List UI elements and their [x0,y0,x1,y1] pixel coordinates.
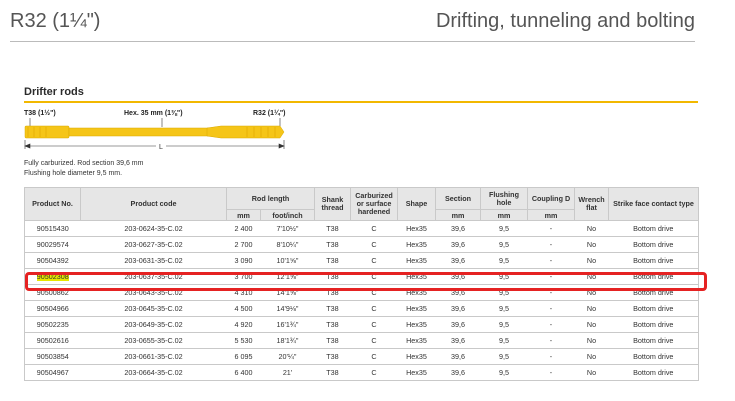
cell-strike-face: Bottom drive [609,317,699,333]
cell-shank-thread: T38 [315,237,351,253]
cell-wrench-flat: No [575,221,609,237]
highlighted-product-no: 90502308 [36,272,69,281]
cell-length-foot-inch: 20'¼" [261,349,315,365]
cell-flushing-hole: 9,5 [481,285,528,301]
cell-section: 39,6 [436,285,481,301]
cell-strike-face: Bottom drive [609,221,699,237]
cell-strike-face: Bottom drive [609,349,699,365]
table-row [25,253,699,269]
drifter-rod-diagram [22,118,292,154]
cell-product-no: 90504392 [25,253,81,269]
cell-product-code: 203-0637-35-C.02 [81,269,227,285]
cell-section: 39,6 [436,269,481,285]
cell-shank-thread: T38 [315,365,351,381]
cell-product-no: 90504967 [25,365,81,381]
cell-shape: Hex35 [398,333,436,349]
rod-body [25,126,284,138]
cell-shank-thread: T38 [315,285,351,301]
cell-coupling-d: - [528,269,575,285]
cell-length-mm: 4 500 [227,301,261,317]
cell-product-no: 90515430 [25,221,81,237]
cell-wrench-flat: No [575,365,609,381]
cell-coupling-d: - [528,253,575,269]
cell-wrench-flat: No [575,317,609,333]
table-row [25,317,699,333]
cell-length-mm: 4 920 [227,317,261,333]
col-header-shank-thread: Shank thread [315,188,351,221]
page-title-left: R32 (1¼") [10,10,101,32]
unit-header-mm: mm [227,210,261,221]
cell-shape: Hex35 [398,317,436,333]
cell-wrench-flat: No [575,333,609,349]
rod-leaders [30,118,280,127]
col-header-carburized: Carburized or surface hardened [351,188,398,221]
cell-length-mm: 2 700 [227,237,261,253]
cell-length-foot-inch: 7'10½" [261,221,315,237]
cell-length-mm: 3 700 [227,269,261,285]
unit-header-foot-inch: foot/inch [261,210,315,221]
cell-length-foot-inch: 8'10¼" [261,237,315,253]
cell-carburized: C [351,333,398,349]
cell-wrench-flat: No [575,269,609,285]
cell-flushing-hole: 9,5 [481,365,528,381]
cell-carburized: C [351,365,398,381]
cell-carburized: C [351,221,398,237]
cell-strike-face: Bottom drive [609,237,699,253]
rod-left-thread-label: T38 (1½") [24,110,56,117]
cell-length-mm: 2 400 [227,221,261,237]
cell-product-no: 90500862 [25,285,81,301]
unit-header-section-mm: mm [436,210,481,221]
cell-strike-face: Bottom drive [609,301,699,317]
cell-shape: Hex35 [398,269,436,285]
row-highlight-box [25,272,707,291]
cell-carburized: C [351,349,398,365]
table-row [25,221,699,237]
cell-product-code: 203-0631-35-C.02 [81,253,227,269]
cell-section: 39,6 [436,349,481,365]
table-row [25,365,699,381]
unit-header-coupling-mm: mm [528,210,575,221]
cell-section: 39,6 [436,301,481,317]
cell-length-foot-inch: 14'1⅝" [261,285,315,301]
cell-coupling-d: - [528,317,575,333]
cell-strike-face: Bottom drive [609,285,699,301]
cell-product-code: 203-0661-35-C.02 [81,349,227,365]
cell-strike-face: Bottom drive [609,333,699,349]
unit-header-flushing-mm: mm [481,210,528,221]
cell-shank-thread: T38 [315,253,351,269]
note-line-1: Fully carburized. Rod section 39,6 mm [24,160,144,167]
cell-wrench-flat: No [575,237,609,253]
cell-length-foot-inch: 18'1¾" [261,333,315,349]
table-row [25,301,699,317]
header-divider [10,41,695,42]
cell-flushing-hole: 9,5 [481,221,528,237]
cell-product-no: 90504966 [25,301,81,317]
col-header-product-code: Product code [81,188,227,221]
cell-coupling-d: - [528,221,575,237]
cell-shape: Hex35 [398,349,436,365]
cell-length-mm: 5 530 [227,333,261,349]
cell-product-no: 90502235 [25,317,81,333]
cell-product-no: 90503854 [25,349,81,365]
cell-flushing-hole: 9,5 [481,333,528,349]
cell-shank-thread: T38 [315,221,351,237]
cell-length-mm: 6 095 [227,349,261,365]
rod-right-thread-label: R32 (1¼") [253,110,286,117]
col-header-strike-face: Strike face contact type [609,188,699,221]
cell-wrench-flat: No [575,301,609,317]
cell-length-mm: 4 310 [227,285,261,301]
col-header-coupling-d: Coupling D [528,188,575,210]
cell-coupling-d: - [528,301,575,317]
cell-coupling-d: - [528,365,575,381]
cell-wrench-flat: No [575,253,609,269]
cell-length-mm: 6 400 [227,365,261,381]
section-divider [24,101,698,103]
cell-section: 39,6 [436,221,481,237]
rod-length-dimension [25,140,284,149]
cell-section: 39,6 [436,253,481,269]
cell-length-mm: 3 090 [227,253,261,269]
cell-strike-face: Bottom drive [609,253,699,269]
cell-product-code: 203-0643-35-C.02 [81,285,227,301]
cell-carburized: C [351,253,398,269]
cell-coupling-d: - [528,237,575,253]
col-header-shape: Shape [398,188,436,221]
cell-coupling-d: - [528,285,575,301]
cell-shape: Hex35 [398,221,436,237]
cell-shape: Hex35 [398,301,436,317]
cell-shank-thread: T38 [315,349,351,365]
cell-flushing-hole: 9,5 [481,253,528,269]
table-row [25,333,699,349]
cell-shank-thread: T38 [315,301,351,317]
cell-section: 39,6 [436,317,481,333]
cell-shape: Hex35 [398,237,436,253]
cell-product-no: 90502616 [25,333,81,349]
table-row [25,237,699,253]
cell-product-code: 203-0664-35-C.02 [81,365,227,381]
cell-coupling-d: - [528,333,575,349]
cell-carburized: C [351,317,398,333]
section-title: Drifter rods [24,86,84,98]
cell-product-code: 203-0649-35-C.02 [81,317,227,333]
cell-shank-thread: T38 [315,333,351,349]
cell-coupling-d: - [528,349,575,365]
cell-strike-face: Bottom drive [609,269,699,285]
table-row [25,349,699,365]
note-line-2: Flushing hole diameter 9,5 mm. [24,170,123,177]
cell-shape: Hex35 [398,365,436,381]
cell-product-code: 203-0627-35-C.02 [81,237,227,253]
cell-carburized: C [351,301,398,317]
page-title-right: Drifting, tunneling and bolting [435,10,695,32]
col-header-product-no: Product No. [25,188,81,221]
cell-section: 39,6 [436,333,481,349]
col-header-flushing-hole: Flushing hole [481,188,528,210]
cell-flushing-hole: 9,5 [481,237,528,253]
cell-carburized: C [351,285,398,301]
col-header-section: Section [436,188,481,210]
cell-flushing-hole: 9,5 [481,269,528,285]
cell-carburized: C [351,269,398,285]
cell-product-code: 203-0645-35-C.02 [81,301,227,317]
cell-length-foot-inch: 12'1⅝" [261,269,315,285]
cell-product-no: 90029574 [25,237,81,253]
cell-product-code: 203-0624-35-C.02 [81,221,227,237]
cell-section: 39,6 [436,365,481,381]
rod-hex-label: Hex. 35 mm (1⅜") [124,110,183,117]
cell-wrench-flat: No [575,285,609,301]
cell-flushing-hole: 9,5 [481,317,528,333]
col-header-wrench-flat: Wrench flat [575,188,609,221]
cell-section: 39,6 [436,237,481,253]
cell-carburized: C [351,237,398,253]
cell-flushing-hole: 9,5 [481,301,528,317]
col-header-rod-length: Rod length [227,188,315,210]
cell-length-foot-inch: 10'1⅝" [261,253,315,269]
cell-length-foot-inch: 14'9⅛" [261,301,315,317]
cell-product-code: 203-0655-35-C.02 [81,333,227,349]
cell-length-foot-inch: 21' [261,365,315,381]
cell-flushing-hole: 9,5 [481,349,528,365]
cell-shape: Hex35 [398,285,436,301]
cell-shape: Hex35 [398,253,436,269]
cell-shank-thread: T38 [315,317,351,333]
rod-length-label: L [159,144,163,151]
cell-length-foot-inch: 16'1¾" [261,317,315,333]
cell-strike-face: Bottom drive [609,365,699,381]
cell-shank-thread: T38 [315,269,351,285]
cell-wrench-flat: No [575,349,609,365]
